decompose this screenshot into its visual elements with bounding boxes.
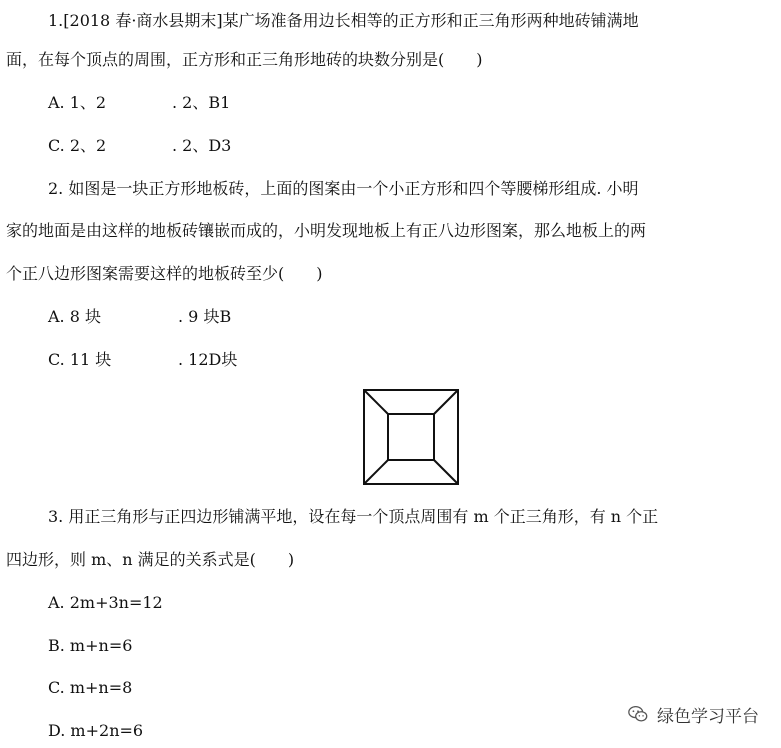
q1-text-line1: 1.[2018 春·商水县期末]某广场准备用边长相等的正方形和正三角形两种地砖铺满地 xyxy=(48,11,639,30)
q1-option-c: C. 2、2 xyxy=(48,136,107,155)
q3-option-b: B. m+n=6 xyxy=(48,636,133,655)
q3-text-line1: 3. 用正三角形与正四边形铺满平地，设在每一个顶点周围有 m 个正三角形，有 n 个正 xyxy=(48,507,659,526)
q3-option-c: C. m+n=8 xyxy=(48,678,133,697)
watermark xyxy=(627,703,759,725)
q3-option-d: D. m+2n=6 xyxy=(48,721,144,740)
q3-option-a: A. 2m+3n=12 xyxy=(48,593,163,612)
q3-text-line2: 四边形，则 m、n 满足的关系式是( ) xyxy=(6,550,295,569)
q1-option-a: A. 1、2 xyxy=(48,93,107,112)
q1-text-line2: 面，在每个顶点的周围，正方形和正三角形地砖的块数分别是( ) xyxy=(6,50,483,69)
diagonal-top-left xyxy=(364,390,388,414)
q2-text-line1: 2. 如图是一块正方形地板砖，上面的图案由一个小正方形和四个等腰梯形组成. 小明 xyxy=(48,179,639,198)
diagonal-bottom-right xyxy=(434,460,458,484)
q2-option-c: C. 11 块 xyxy=(48,350,112,369)
q2-option-d: . 12D块 xyxy=(178,350,238,369)
q2-text-line3: 个正八边形图案需要这样的地板砖至少( ) xyxy=(6,264,323,283)
diagonal-bottom-left xyxy=(364,460,388,484)
diagonal-top-right xyxy=(434,390,458,414)
tile-figure xyxy=(363,389,459,485)
q2-option-a: A. 8 块 xyxy=(48,307,101,326)
q1-option-b: . 2、B1 xyxy=(172,93,231,112)
wechat-icon xyxy=(627,703,649,725)
q2-text-line2: 家的地面是由这样的地板砖镶嵌而成的，小明发现地板上有正八边形图案，那么地板上的两 xyxy=(6,221,647,240)
inner-square xyxy=(388,414,434,460)
watermark-text: 绿色学习平台 xyxy=(657,706,759,727)
q2-option-b: . 9 块B xyxy=(178,307,232,326)
q1-option-d: . 2、D3 xyxy=(172,136,232,155)
